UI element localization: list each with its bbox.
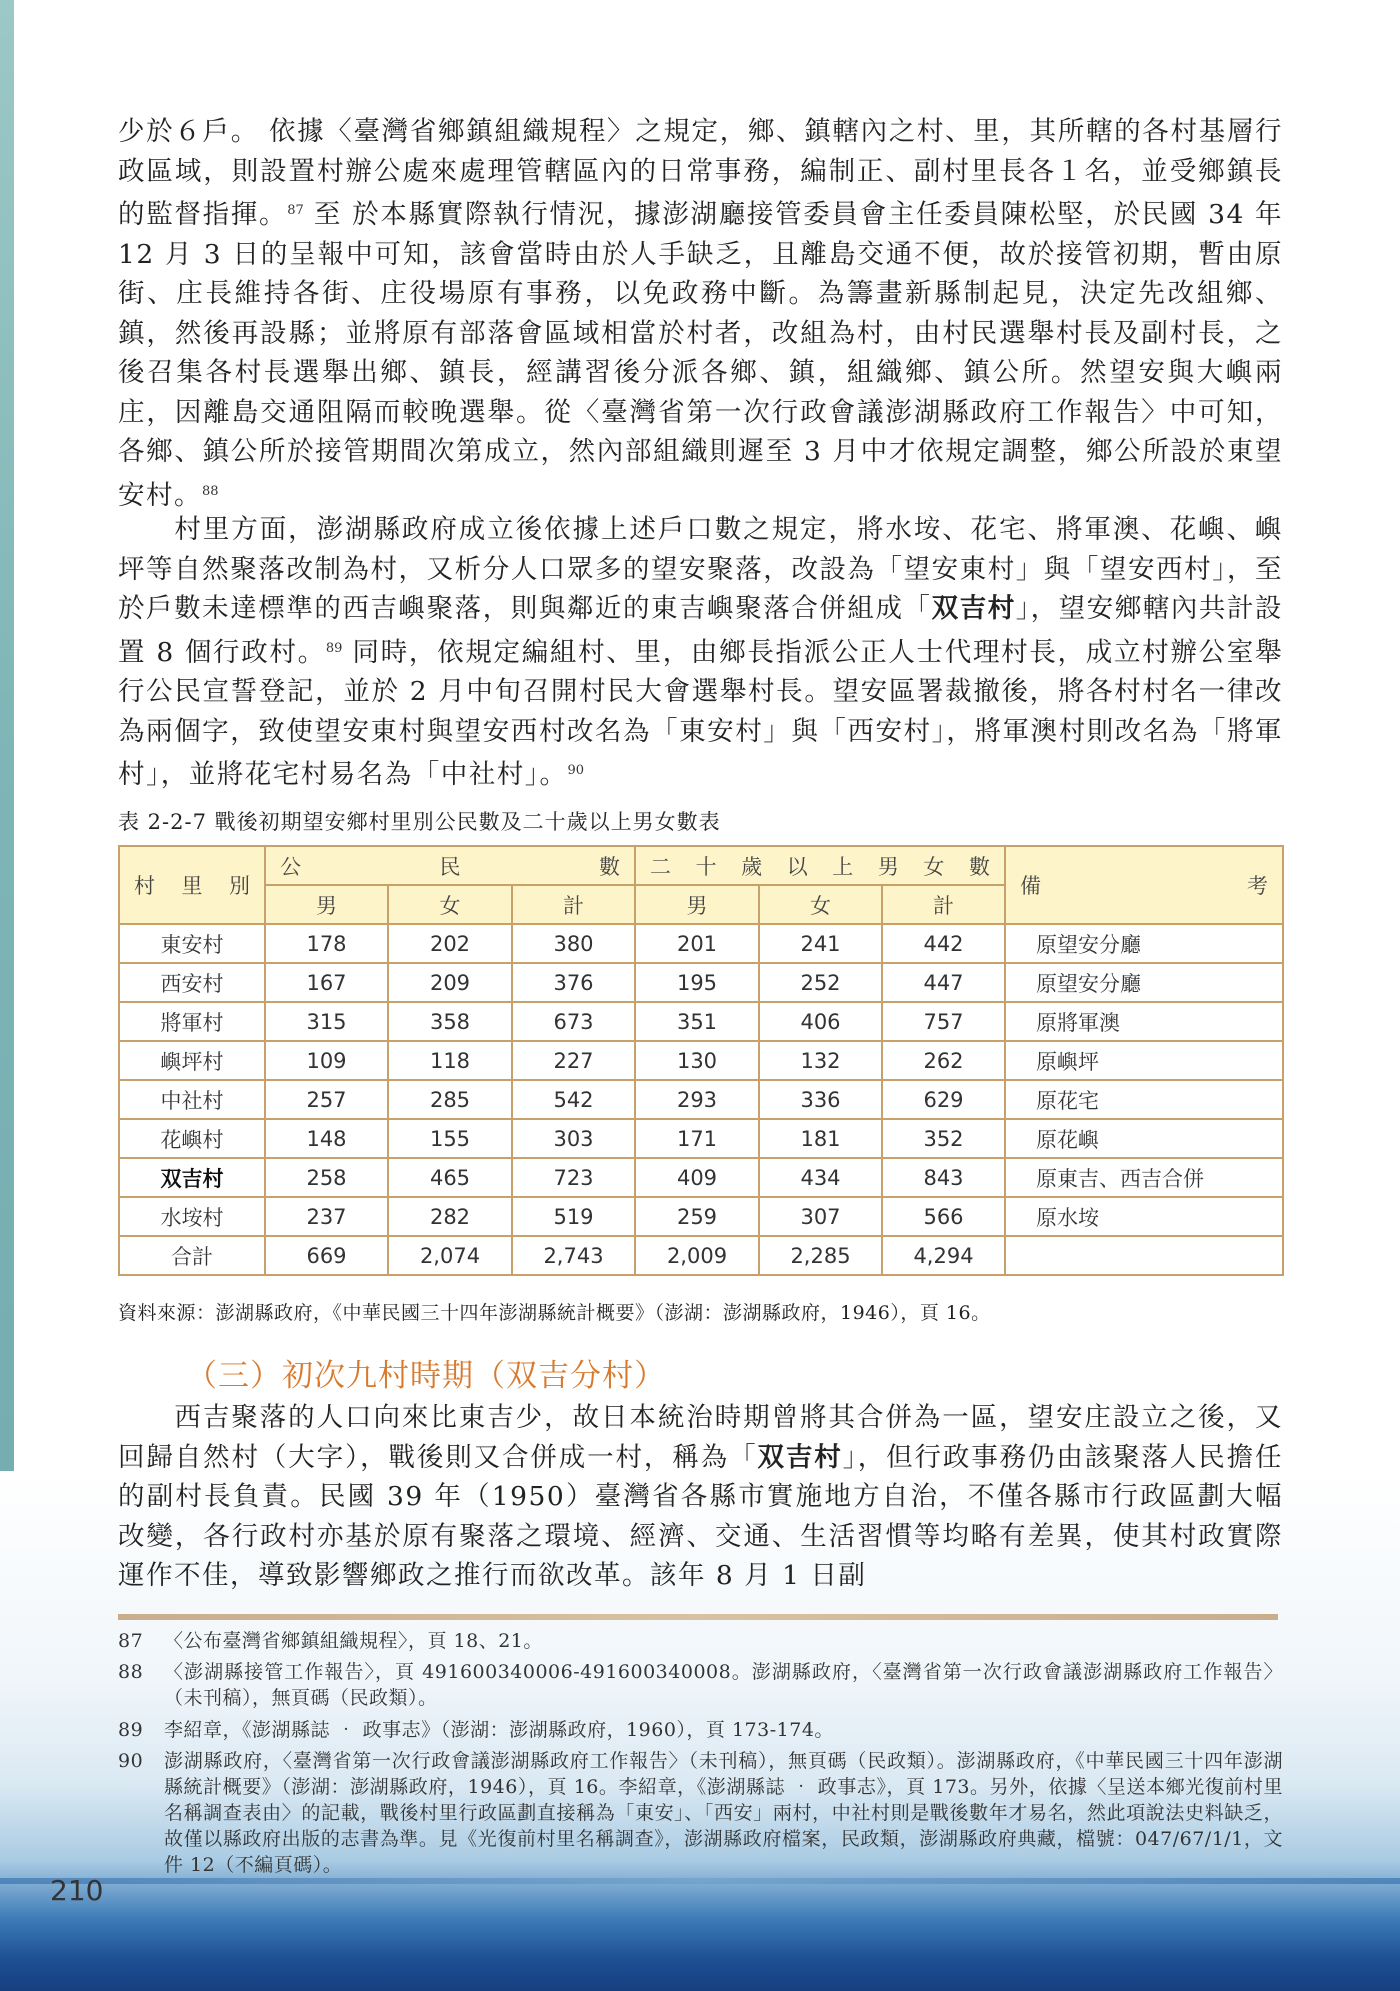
value-cell: 406 bbox=[759, 1002, 882, 1041]
village-name-cell: 合計 bbox=[119, 1236, 265, 1275]
note-cell: 原嶼坪 bbox=[1005, 1041, 1283, 1080]
footnote-ref-89[interactable]: 89 bbox=[325, 640, 343, 656]
header-village: 村 里 別 bbox=[119, 846, 265, 924]
value-cell: 358 bbox=[388, 1002, 512, 1041]
value-cell: 241 bbox=[759, 924, 882, 963]
village-name-cell: 東安村 bbox=[119, 924, 265, 963]
value-cell: 303 bbox=[512, 1119, 635, 1158]
value-cell: 2,285 bbox=[759, 1236, 882, 1275]
paragraph-text: 至 於本縣實際執行情況，據澎湖廳接管委員會主任委員陳松堅，於民國 34 年 12 月 3 日的呈報中可知，該會當時由於人手缺乏，且離島交通不便，故於接管初期，暫由原街、庄長維持各街、庄役場原有事務，以免政務中斷。為籌畫新縣制起見，決定先改組鄉、鎮，然後再設縣；並將原有部落會區域相當於村者，改組為村，由村民選舉村長及副村長，之後召集各村長選舉出鄉、鎮長，經講習後分派各鄉、鎮，組織鄉、鎮公所。然望安與大嶼兩庄，因離島交通阻隔而較晚選舉。從〈臺灣省第一次行政會議澎湖縣政府工作報告〉中可知，各鄉、鎮公所於接管期間次第成立，然內部組織則遲至 3 月中才依規定調整，鄉公所設於東望安村。 bbox=[118, 199, 1284, 511]
village-name-cell: 水垵村 bbox=[119, 1197, 265, 1236]
table-row bbox=[119, 1158, 1283, 1197]
bold-term: 双吉村 bbox=[757, 1441, 843, 1473]
value-cell: 465 bbox=[388, 1158, 512, 1197]
note-cell: 原望安分廳 bbox=[1005, 963, 1283, 1002]
value-cell: 409 bbox=[635, 1158, 759, 1197]
value-cell: 380 bbox=[512, 924, 635, 963]
value-cell: 2,743 bbox=[512, 1236, 635, 1275]
table-row bbox=[119, 1041, 1283, 1080]
value-cell: 4,294 bbox=[882, 1236, 1005, 1275]
value-cell: 132 bbox=[759, 1041, 882, 1080]
value-cell: 307 bbox=[759, 1197, 882, 1236]
value-cell: 181 bbox=[759, 1119, 882, 1158]
value-cell: 195 bbox=[635, 963, 759, 1002]
bold-term: 双吉村 bbox=[931, 593, 1016, 624]
value-cell: 227 bbox=[512, 1041, 635, 1080]
value-cell: 282 bbox=[388, 1197, 512, 1236]
value-cell: 629 bbox=[882, 1080, 1005, 1119]
table-row bbox=[119, 924, 1283, 963]
subheader: 計 bbox=[882, 885, 1005, 924]
value-cell: 673 bbox=[512, 1002, 635, 1041]
paragraph-3 bbox=[118, 1398, 1283, 1596]
value-cell: 262 bbox=[882, 1041, 1005, 1080]
village-name-cell: 花嶼村 bbox=[119, 1119, 265, 1158]
value-cell: 542 bbox=[512, 1080, 635, 1119]
note-cell: 原花宅 bbox=[1005, 1080, 1283, 1119]
footnote-text: 澎湖縣政府，〈臺灣省第一次行政會議澎湖縣政府工作報告〉（未刊稿），無頁碼（民政類）。澎湖縣政府，《中華民國三十四年澎湖縣統計概要》（澎湖：澎湖縣政府，1946），頁 16。李紹章，《澎湖縣誌 ‧ 政事志》，頁 173。另外，依據〈呈送本鄉光復前村里名稱調查表由〉的記載，戰後村里行政區劃直接稱為「東安」、「西安」兩村，中社村則是戰後數年才易名，然此項說法史料缺乏，故僅以縣政府出版的志書為準。見《光復前村里名稱調查》，澎湖縣政府檔案，民政類，澎湖縣政府典藏，檔號：047/67/1/1，文件 12（不編頁碼）。 bbox=[164, 1750, 1283, 1876]
footnote-87 bbox=[118, 1628, 1283, 1654]
value-cell: 155 bbox=[388, 1119, 512, 1158]
value-cell: 209 bbox=[388, 963, 512, 1002]
value-cell: 237 bbox=[265, 1197, 388, 1236]
village-name-cell: 中社村 bbox=[119, 1080, 265, 1119]
footnote-ref-90[interactable]: 90 bbox=[567, 763, 585, 778]
page-number: 210 bbox=[50, 1874, 104, 1907]
section-title: （三）初次九村時期（双吉分村） bbox=[186, 1358, 666, 1394]
footnote-number: 89 bbox=[118, 1719, 144, 1741]
subheader: 女 bbox=[388, 885, 512, 924]
value-cell: 171 bbox=[635, 1119, 759, 1158]
value-cell: 202 bbox=[388, 924, 512, 963]
paragraph-text: 同時，依規定編組村、里，由鄉長指派公正人士代理村長，成立村辦公室舉行公民宣誓登記，並於 2 月中旬召開村民大會選舉村長。望安區署裁撤後，將各村村名一律改為兩個字，致使望安東村與望安西村改名為「東安村」與「西安村」，將軍澳村則改名為「將軍村」，並將花宅村易名為「中社村」。 bbox=[118, 636, 1283, 790]
note-cell: 原望安分廳 bbox=[1005, 924, 1283, 963]
value-cell: 259 bbox=[635, 1197, 759, 1236]
subheader: 計 bbox=[512, 885, 635, 924]
value-cell: 178 bbox=[265, 924, 388, 963]
table-row bbox=[119, 1197, 1283, 1236]
footnote-ref-87[interactable]: 87 bbox=[287, 203, 304, 218]
value-cell: 519 bbox=[512, 1197, 635, 1236]
value-cell: 118 bbox=[388, 1041, 512, 1080]
paragraph-text: 」，望安鄉轄內共計設置 8 個行政村。 bbox=[118, 593, 1284, 668]
value-cell: 167 bbox=[265, 963, 388, 1002]
value-cell: 434 bbox=[759, 1158, 882, 1197]
table-caption: 表 2-2-7 戰後初期望安鄉村里別公民數及二十歲以上男女數表 bbox=[118, 810, 721, 834]
table-row bbox=[119, 1080, 1283, 1119]
footnote-number: 87 bbox=[118, 1630, 144, 1652]
value-cell: 257 bbox=[265, 1080, 388, 1119]
value-cell: 336 bbox=[759, 1080, 882, 1119]
value-cell: 566 bbox=[882, 1197, 1005, 1236]
value-cell: 252 bbox=[759, 963, 882, 1002]
footnote-divider bbox=[118, 1614, 1278, 1620]
footnote-text: 李紹章，《澎湖縣誌 ‧ 政事志》（澎湖：澎湖縣政府，1960），頁 173-174。 bbox=[164, 1719, 834, 1741]
header-adults: 二 十 歲 以 上 男 女 數 bbox=[635, 846, 1005, 885]
value-cell: 130 bbox=[635, 1041, 759, 1080]
header-note: 備 考 bbox=[1005, 846, 1283, 924]
subheader: 男 bbox=[635, 885, 759, 924]
value-cell: 2,074 bbox=[388, 1236, 512, 1275]
paragraph-text: 少於６戶。 依據〈臺灣省鄉鎮組織規程〉之規定，鄉、鎮轄內之村、里，其所轄的各村基層行政區域，則設置村辦公處來處理管轄區內的日常事務，編制正、副村里長各１名，並受鄉鎮長的監督指揮。 bbox=[118, 116, 1283, 230]
table-row bbox=[119, 963, 1283, 1002]
note-cell: 原將軍澳 bbox=[1005, 1002, 1283, 1041]
village-name-cell: 將軍村 bbox=[119, 1002, 265, 1041]
footnote-number: 88 bbox=[118, 1661, 144, 1683]
value-cell: 315 bbox=[265, 1002, 388, 1041]
footnote-88 bbox=[118, 1659, 1283, 1711]
paragraph-text: 」，但行政事務仍由該聚落人民擔任的副村長負責。民國 39 年（1950）臺灣省各縣市實施地方自治，不僅各縣市行政區劃大幅改變，各行政村亦基於原有聚落之環境、經濟、交通、生活習慣等均略有差異，使其村政實際運作不佳，導致影響鄉政之推行而欲改革。該年 8 月 1 日副 bbox=[118, 1441, 1284, 1591]
value-cell: 351 bbox=[635, 1002, 759, 1041]
value-cell: 843 bbox=[882, 1158, 1005, 1197]
value-cell: 669 bbox=[265, 1236, 388, 1275]
paragraph-2 bbox=[118, 510, 1283, 795]
table-source: 資料來源：澎湖縣政府，《中華民國三十四年澎湖縣統計概要》（澎湖：澎湖縣政府，1946），頁 16。 bbox=[118, 1302, 991, 1324]
footnote-text: 〈公布臺灣省鄉鎮組織規程〉，頁 18、21。 bbox=[164, 1630, 543, 1652]
village-name-cell: 西安村 bbox=[119, 963, 265, 1002]
value-cell: 148 bbox=[265, 1119, 388, 1158]
footnote-number: 90 bbox=[118, 1750, 144, 1772]
footnote-89 bbox=[118, 1717, 1283, 1743]
village-name-cell: 嶼坪村 bbox=[119, 1041, 265, 1080]
value-cell: 201 bbox=[635, 924, 759, 963]
paragraph-text: 村里方面，澎湖縣政府成立後依據上述戶口數之規定，將水垵、花宅、將軍澳、花嶼、嶼坪等自然聚落改制為村，又析分人口眾多的望安聚落，改設為「望安東村」與「望安西村」，至於戶數未達標準的西吉嶼聚落，則與鄰近的東吉嶼聚落合併組成「 bbox=[118, 514, 1283, 624]
table-row bbox=[119, 1236, 1283, 1275]
note-cell: 原花嶼 bbox=[1005, 1119, 1283, 1158]
paragraph-1 bbox=[118, 112, 1283, 515]
value-cell: 293 bbox=[635, 1080, 759, 1119]
table-row bbox=[119, 1119, 1283, 1158]
note-cell: 原水垵 bbox=[1005, 1197, 1283, 1236]
subheader: 男 bbox=[265, 885, 388, 924]
paragraph-text: 西吉聚落的人口向來比東吉少，故日本統治時期曾將其合併為一區，望安庄設立之後，又回歸自然村（大字），戰後則又合併成一村，稱為「 bbox=[118, 1402, 1283, 1473]
footnote-ref-88[interactable]: 88 bbox=[202, 483, 219, 499]
footnote-text: 〈澎湖縣接管工作報告〉，頁 491600340006-491600340008。澎湖縣政府，〈臺灣省第一次行政會議澎湖縣政府工作報告〉（未刊稿），無頁碼（民政類）。 bbox=[164, 1661, 1283, 1709]
note-cell bbox=[1005, 1236, 1283, 1275]
value-cell: 2,009 bbox=[635, 1236, 759, 1275]
value-cell: 258 bbox=[265, 1158, 388, 1197]
value-cell: 285 bbox=[388, 1080, 512, 1119]
subheader: 女 bbox=[759, 885, 882, 924]
value-cell: 109 bbox=[265, 1041, 388, 1080]
header-citizens: 公 民 數 bbox=[265, 846, 635, 885]
value-cell: 757 bbox=[882, 1002, 1005, 1041]
value-cell: 352 bbox=[882, 1119, 1005, 1158]
note-cell: 原東吉、西吉合併 bbox=[1005, 1158, 1283, 1197]
value-cell: 376 bbox=[512, 963, 635, 1002]
value-cell: 442 bbox=[882, 924, 1005, 963]
value-cell: 723 bbox=[512, 1158, 635, 1197]
table-row bbox=[119, 1002, 1283, 1041]
footnote-90 bbox=[118, 1748, 1283, 1878]
value-cell: 447 bbox=[882, 963, 1005, 1002]
data-table bbox=[118, 845, 1284, 1276]
village-name-cell: 双吉村 bbox=[119, 1158, 265, 1197]
